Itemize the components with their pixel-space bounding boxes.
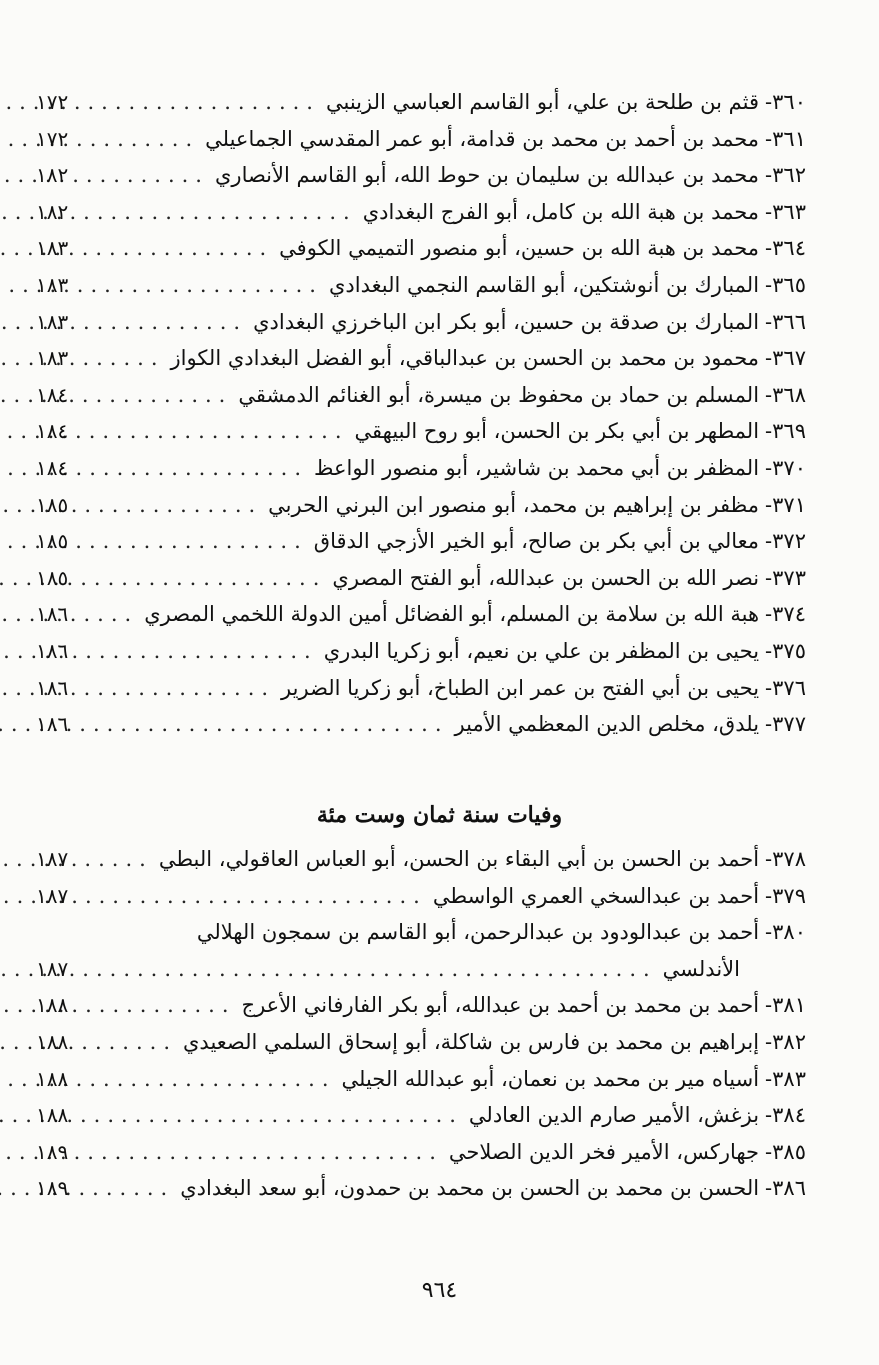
section-heading: وفيات سنة ثمان وست مئة [316, 802, 563, 828]
index-entry [36, 523, 806, 560]
index-entry [36, 304, 806, 341]
entry-name: المبارك بن أنوشتكين، أبو القاسم النجمي البغدادي [328, 272, 760, 297]
index-entry [36, 951, 806, 988]
entry-name: يلدق، مخلص الدين المعظمي الأمير [454, 712, 760, 737]
entry-name: محمود بن محمد بن الحسن بن عبدالباقي، أبو الفضل البغدادي الكواز [170, 346, 760, 371]
index-entry [36, 914, 806, 951]
index-entry [36, 340, 806, 377]
entry-page-number: ١٨٣ [36, 272, 69, 297]
dot-leader [74, 487, 262, 524]
entry-number: ٣٨٣- [765, 1066, 806, 1091]
entry-page-number: ١٨٨ [36, 1029, 69, 1054]
entry-name: يحيى بن المظفر بن علي بن نعيم، أبو زكريا البدري [323, 638, 760, 663]
entry-page-number: ١٨٢ [36, 163, 69, 188]
entry-name: المسلم بن حماد بن محفوظ بن ميسرة، أبو الغنائم الدمشقي [238, 382, 760, 407]
entry-number: ٣٨٤- [765, 1103, 806, 1128]
entry-name: بزغش، الأمير صارم الدين العادلي [468, 1103, 760, 1128]
entry-number: ٣٨٠- [765, 920, 806, 945]
index-entry [36, 230, 806, 267]
entry-name: أحمد بن عبدالودود بن عبدالرحمن، أبو القاسم بن سمجون الهلالي [196, 920, 760, 945]
entry-number: ٣٨٦- [765, 1176, 806, 1201]
dot-leader [74, 267, 323, 304]
entry-number: ٣٦٦- [765, 309, 806, 334]
entry-page-number: ١٨٥ [36, 492, 69, 517]
entry-number: ٣٧٩- [765, 883, 806, 908]
entry-page-number: ١٨٨ [36, 1066, 69, 1091]
dot-leader [74, 951, 656, 988]
index-entry [36, 633, 806, 670]
index-entry [36, 1024, 806, 1061]
entry-page-number: ١٨٦ [36, 602, 69, 627]
entry-number: ٣٦٠- [765, 90, 806, 114]
entry-name: نصر الله بن الحسن بن عبدالله، أبو الفتح المصري [332, 565, 760, 590]
entry-name: أحمد بن عبدالسخي العمري الواسطي [432, 883, 760, 908]
index-entry [36, 706, 806, 743]
entry-name: المبارك بن صدقة بن حسين، أبو بكر ابن الباخرزي البغدادي [253, 309, 760, 334]
dot-leader [74, 157, 209, 194]
entry-number: ٣٦٨- [765, 382, 806, 407]
entry-name: محمد بن عبدالله بن سليمان بن حوط الله، أبو القاسم الأنصاري [214, 163, 760, 188]
entry-page-number: ١٨٨ [36, 1103, 69, 1128]
index-entry [36, 1061, 806, 1098]
entry-number: ٣٧٧- [765, 712, 806, 737]
dot-leader [74, 841, 153, 878]
entry-number: ٣٦٧- [765, 346, 806, 371]
entry-page-number: ١٨٣ [36, 309, 69, 334]
entry-number: ٣٦٥- [765, 272, 806, 297]
entry-name: الحسن بن محمد بن الحسن بن محمد بن حمدون، أبو سعد البغدادي [180, 1176, 760, 1201]
index-entry [36, 157, 806, 194]
entry-name: جهاركس، الأمير فخر الدين الصلاحي [448, 1139, 760, 1164]
entry-number: ٣٦٤- [765, 236, 806, 261]
entry-name: معالي بن أبي بكر بن صالح، أبو الخير الأزجي الدقاق [313, 529, 760, 554]
entry-page-number: ١٧٢ [36, 126, 69, 151]
entry-page-number: ١٨٤ [36, 382, 69, 407]
dot-leader [74, 596, 138, 633]
entry-name: أحمد بن محمد بن أحمد بن عبدالله، أبو بكر الفارفاني الأعرج [241, 993, 760, 1018]
entry-page-number: ١٨٧ [36, 956, 69, 981]
dot-leader [74, 230, 273, 267]
dot-leader [74, 84, 320, 121]
index-entry [36, 878, 806, 915]
entry-number: ٣٧٢- [765, 529, 806, 554]
entry-page-number: ١٨٥ [36, 565, 69, 590]
index-entry [36, 413, 806, 450]
entry-number: ٣٧٥- [765, 638, 806, 663]
entry-name: قثم بن طلحة بن علي، أبو القاسم العباسي الزينبي [325, 90, 760, 114]
dot-leader [74, 706, 448, 743]
dot-leader [74, 340, 164, 377]
entry-name: المظفر بن أبي محمد بن شاشير، أبو منصور الواعظ [314, 455, 760, 480]
dot-leader [74, 878, 427, 915]
entry-name: أحمد بن الحسن بن أبي البقاء بن الحسن، أبو العباس العاقولي، البطي [158, 847, 760, 871]
entry-number: ٣٧٤- [765, 602, 806, 627]
entry-number: ٣٧٦- [765, 675, 806, 700]
obituary-list-section-1 [36, 84, 806, 743]
entry-page-number: ١٨٧ [36, 847, 69, 871]
entry-page-number: ١٨٤ [36, 419, 69, 444]
dot-leader [74, 670, 275, 707]
obituary-list-section-2 [36, 841, 806, 1207]
dot-leader [74, 987, 235, 1024]
entry-page-number: ١٨٨ [36, 993, 69, 1018]
entry-number: ٣٦١- [765, 126, 806, 151]
entry-number: ٣٧٣- [765, 565, 806, 590]
entry-name: إبراهيم بن محمد بن فارس بن شاكلة، أبو إسحاق السلمي الصعيدي [183, 1029, 760, 1054]
index-entry [36, 987, 806, 1024]
index-entry [36, 1170, 806, 1207]
page-number: ٩٦٤ [421, 1278, 458, 1303]
entry-page-number: ١٨٩ [36, 1139, 69, 1164]
dot-leader [74, 1170, 174, 1207]
entry-page-number: ١٧٢ [36, 90, 69, 114]
entry-page-number: ١٨٢ [36, 199, 69, 224]
dot-leader [74, 121, 199, 158]
entry-number: ٣٨١- [765, 993, 806, 1018]
entry-number: ٣٧٠- [765, 455, 806, 480]
index-entry [36, 267, 806, 304]
entry-name: يحيى بن أبي الفتح بن عمر ابن الطباخ، أبو زكريا الضرير [281, 675, 760, 700]
dot-leader [74, 523, 308, 560]
index-entry [36, 596, 806, 633]
entry-name: محمد بن هبة الله بن كامل، أبو الفرج البغدادي [362, 199, 760, 224]
index-entry [36, 1134, 806, 1171]
dot-leader [74, 304, 247, 341]
dot-leader [74, 1097, 463, 1134]
entry-page-number: ١٨٤ [36, 455, 69, 480]
dot-leader [74, 1024, 177, 1061]
entry-page-number: ١٨٥ [36, 529, 69, 554]
dot-leader [74, 633, 317, 670]
entry-name: هبة الله بن سلامة بن المسلم، أبو الفضائل أمين الدولة اللخمي المصري [144, 602, 760, 627]
entry-page-number: ١٨٣ [36, 346, 69, 371]
entry-name: محمد بن هبة الله بن حسين، أبو منصور التميمي الكوفي [279, 236, 760, 261]
dot-leader [74, 194, 356, 231]
entry-number: ٣٦٢- [765, 163, 806, 188]
entry-page-number: ١٨٦ [36, 675, 69, 700]
entry-page-number: ١٨٦ [36, 712, 69, 737]
entry-page-number: ١٨٧ [36, 883, 69, 908]
index-entry [36, 1097, 806, 1134]
entry-number: ٣٧٨- [765, 847, 806, 871]
index-entry [36, 560, 806, 597]
entry-name: المطهر بن أبي بكر بن الحسن، أبو روح البيهقي [354, 419, 760, 444]
entry-page-number: ١٨٣ [36, 236, 69, 261]
entry-number: ٣٨٢- [765, 1029, 806, 1054]
entry-page-number: ١٨٩ [36, 1176, 69, 1201]
entry-page-number: ١٨٦ [36, 638, 69, 663]
entry-number: ٣٧١- [765, 492, 806, 517]
index-entry [36, 377, 806, 414]
entry-name: محمد بن أحمد بن محمد بن قدامة، أبو عمر المقدسي الجماعيلي [205, 126, 760, 151]
index-entry [36, 450, 806, 487]
dot-leader [74, 560, 326, 597]
entry-number: ٣٦٩- [765, 419, 806, 444]
entry-name: مظفر بن إبراهيم بن محمد، أبو منصور ابن البرني الحربي [268, 492, 760, 517]
entry-number: ٣٨٥- [765, 1139, 806, 1164]
index-entry [36, 841, 806, 878]
dot-leader [74, 413, 348, 450]
entry-name: أسياه مير بن محمد بن نعمان، أبو عبدالله الجيلي [341, 1066, 760, 1091]
index-entry [36, 487, 806, 524]
index-entry [36, 194, 806, 231]
dot-leader [74, 450, 308, 487]
entry-name: الأندلسي [662, 956, 740, 981]
dot-leader [74, 1134, 443, 1171]
dot-leader [74, 1061, 335, 1098]
index-entry [36, 670, 806, 707]
index-entry [36, 121, 806, 158]
dot-leader [74, 377, 232, 414]
entry-number: ٣٦٣- [765, 199, 806, 224]
index-entry [36, 84, 806, 121]
